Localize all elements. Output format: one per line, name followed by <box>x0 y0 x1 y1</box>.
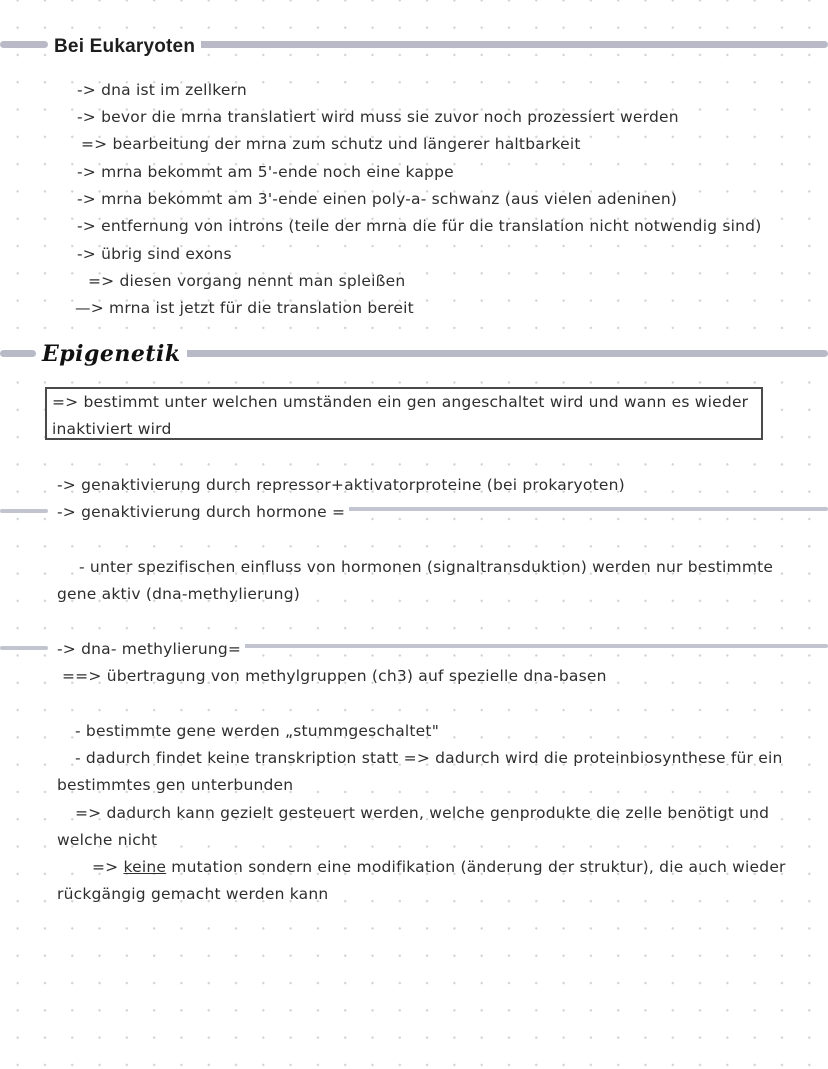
definition-line: inaktiviert wird <box>52 420 172 438</box>
list-item: —> mrna ist jetzt für die translation bereit <box>75 299 414 317</box>
list-item: - bestimmte gene werden „stummgeschaltet" <box>75 722 440 740</box>
list-item <box>92 857 786 877</box>
header-rule-left <box>0 350 36 357</box>
list-item: => dadurch kann gezielt gesteuert werden, welche genprodukte die zelle benötigt und <box>75 804 770 822</box>
list-item: => bearbeitung der mrna zum schutz und längerer haltbarkeit <box>81 135 581 153</box>
section-title-eukaryoten: Bei Eukaryoten <box>48 36 201 58</box>
arrow-prefix: => <box>92 858 124 876</box>
list-item: rückgängig gemacht werden kann <box>57 885 329 903</box>
list-item: -> dna- methylierung= <box>57 639 245 659</box>
header-rule-right <box>198 41 828 48</box>
divider-rule-left <box>0 646 48 650</box>
list-item: -> mrna bekommt am 5'-ende noch eine kappe <box>77 163 454 181</box>
list-item: -> entfernung von introns (teile der mrna die für die translation nicht notwendig sind) <box>77 217 762 235</box>
emphasis-keine: keine <box>123 858 167 876</box>
header-rule-right <box>162 350 828 357</box>
header-rule-left <box>0 41 48 48</box>
list-item: welche nicht <box>57 831 158 849</box>
list-item: => diesen vorgang nennt man spleißen <box>88 272 406 290</box>
divider-rule-left <box>0 509 48 513</box>
definition-box <box>45 387 763 440</box>
list-item: -> bevor die mrna translatiert wird muss sie zuvor noch prozessiert werden <box>77 108 679 126</box>
line-text: mutation sondern eine modifikation (änderung der struktur), die auch wieder <box>166 858 786 876</box>
section-title-epigenetik: Epigenetik <box>36 341 187 367</box>
list-item: -> übrig sind exons <box>77 245 232 263</box>
list-item: - dadurch findet keine transkription statt => dadurch wird die proteinbiosynthese für ein <box>75 749 783 767</box>
list-item: -> mrna bekommt am 3'-ende einen poly-a- schwanz (aus vielen adeninen) <box>77 190 678 208</box>
list-item: bestimmtes gen unterbunden <box>57 776 294 794</box>
divider-rule-right <box>243 644 828 648</box>
list-item: -> dna ist im zellkern <box>77 81 247 99</box>
divider-rule-right <box>345 507 828 511</box>
list-item: -> genaktivierung durch repressor+aktivatorproteine (bei prokaryoten) <box>57 476 625 494</box>
list-item: -> genaktivierung durch hormone = <box>57 502 349 522</box>
list-item: gene aktiv (dna-methylierung) <box>57 585 300 603</box>
list-item: ==> übertragung von methylgruppen (ch3) auf spezielle dna-basen <box>62 667 607 685</box>
definition-line: => bestimmt unter welchen umständen ein gen angeschaltet wird und wann es wieder <box>52 393 749 411</box>
list-item: - unter spezifischen einfluss von hormonen (signaltransduktion) werden nur bestimmte <box>79 558 774 576</box>
